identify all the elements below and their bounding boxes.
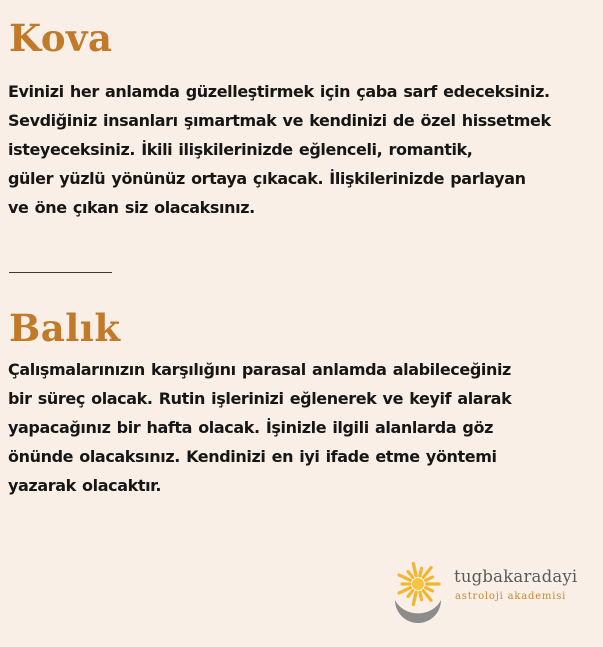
sun-ray <box>399 588 410 593</box>
brand-name: tugbakaradayi <box>454 567 578 586</box>
section-title-kova: Kova <box>9 16 113 60</box>
sun-ray <box>420 592 422 599</box>
text-line: ve öne çıkan siz olacaksınız. <box>8 198 255 217</box>
text-line: önünde olacaksınız. Kendinizi en iyi ifade etme yöntemi <box>8 447 497 466</box>
section-divider <box>9 272 112 273</box>
text-line: isteyeceksiniz. İkili ilişkilerinizde eğlenceli, romantik, <box>8 140 473 159</box>
text-line: yapacağınız bir hafta olacak. İşinizle ilgili alanlarda göz <box>8 418 493 437</box>
sun-ray <box>413 564 416 576</box>
text-line: güler yüzlü yönünüz ortaya çıkacak. İlişkilerinizde parlayan <box>8 169 526 188</box>
text-line: Sevdiğiniz insanları şımartmak ve kendinizi de özel hissetmek <box>8 111 551 130</box>
text-line: bir süreç olacak. Rutin işlerinizi eğlenerek ve keyif alarak <box>8 389 512 408</box>
sun-ray <box>423 591 431 601</box>
sun-ray <box>413 592 416 604</box>
sun-moon-icon <box>387 560 449 626</box>
sun-ray <box>420 568 422 575</box>
text-line: Evinizi her anlamda güzelleştirmek için çaba sarf edeceksiniz. <box>8 82 550 101</box>
horoscope-text-balik <box>8 355 511 500</box>
sun-ray <box>423 568 431 578</box>
brand-subtitle: astroloji akademisi <box>455 591 567 602</box>
sun-ray <box>426 577 433 580</box>
sun-ray <box>408 591 413 597</box>
section-title-balik: Balık <box>9 306 121 350</box>
sun-ray <box>399 575 410 580</box>
horoscope-text-kova <box>8 77 551 222</box>
sun-ray <box>426 588 433 591</box>
sun-ray <box>408 571 413 577</box>
text-line: yazarak olacaktır. <box>8 476 162 495</box>
text-line: Çalışmalarınızın karşılığını parasal anlamda alabileceğiniz <box>8 360 511 379</box>
brand-logo <box>387 560 597 630</box>
